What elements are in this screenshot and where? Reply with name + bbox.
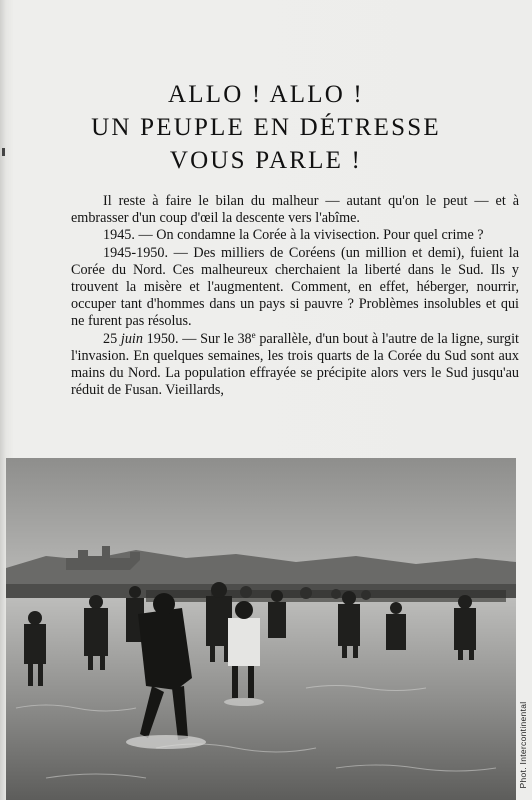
- title-line-1: ALLO ! ALLO !: [168, 81, 364, 108]
- child-figure: [228, 618, 260, 666]
- splash: [126, 735, 206, 749]
- body-text: [71, 193, 519, 399]
- paragraph-2: 1945. — On condamne la Corée à la vivisection. Pour quel crime ?: [103, 227, 484, 244]
- ordinal-suffix: e: [251, 329, 256, 340]
- refugees-photo: [6, 458, 516, 800]
- chapter-title: [0, 78, 532, 177]
- photo-illustration: [6, 458, 516, 800]
- splash-2: [224, 698, 264, 706]
- paragraph-3: 1945-1950. — Des milliers de Coréens (un million et demi), fuient la Corée du Nord. Ces malheureux cherchaient la liberté dans le Sud. Ils y trouvent la misère et l'augmentent. Comment, en effet, héberger, nourrir, occuper tant d'hommes dans un pays si pauvre ? Problèmes insolubles et qui ne furent pas résolus.: [71, 244, 519, 330]
- photo-credit: [514, 690, 532, 800]
- photo-credit-text: Phot. Intercontinental: [518, 701, 528, 789]
- date-day: 25: [103, 330, 118, 347]
- paragraph-1: Il reste à faire le bilan du malheur — autant qu'on le peut — et à embrasser d'un coup d'œil la descente vers l'abîme.: [71, 193, 519, 227]
- paragraph-4-rest: parallèle, d'un bout à l'autre de la ligne, surgit l'invasion. En quelques semaines, les trois quarts de la Corée du Sud sont aux mains du Nord. La population effrayée se précipite alors vers le Sud jusqu'au réduit de Fusan. Vieillards,: [71, 330, 520, 399]
- title-line-2: UN PEUPLE EN DÉTRESSE: [91, 114, 441, 141]
- river-water: [6, 598, 516, 800]
- date-month: juin: [120, 330, 143, 347]
- paragraph-4: [71, 331, 519, 400]
- title-line-3: VOUS PARLE !: [169, 147, 363, 174]
- date-year: 1950. — Sur le 38: [146, 330, 252, 347]
